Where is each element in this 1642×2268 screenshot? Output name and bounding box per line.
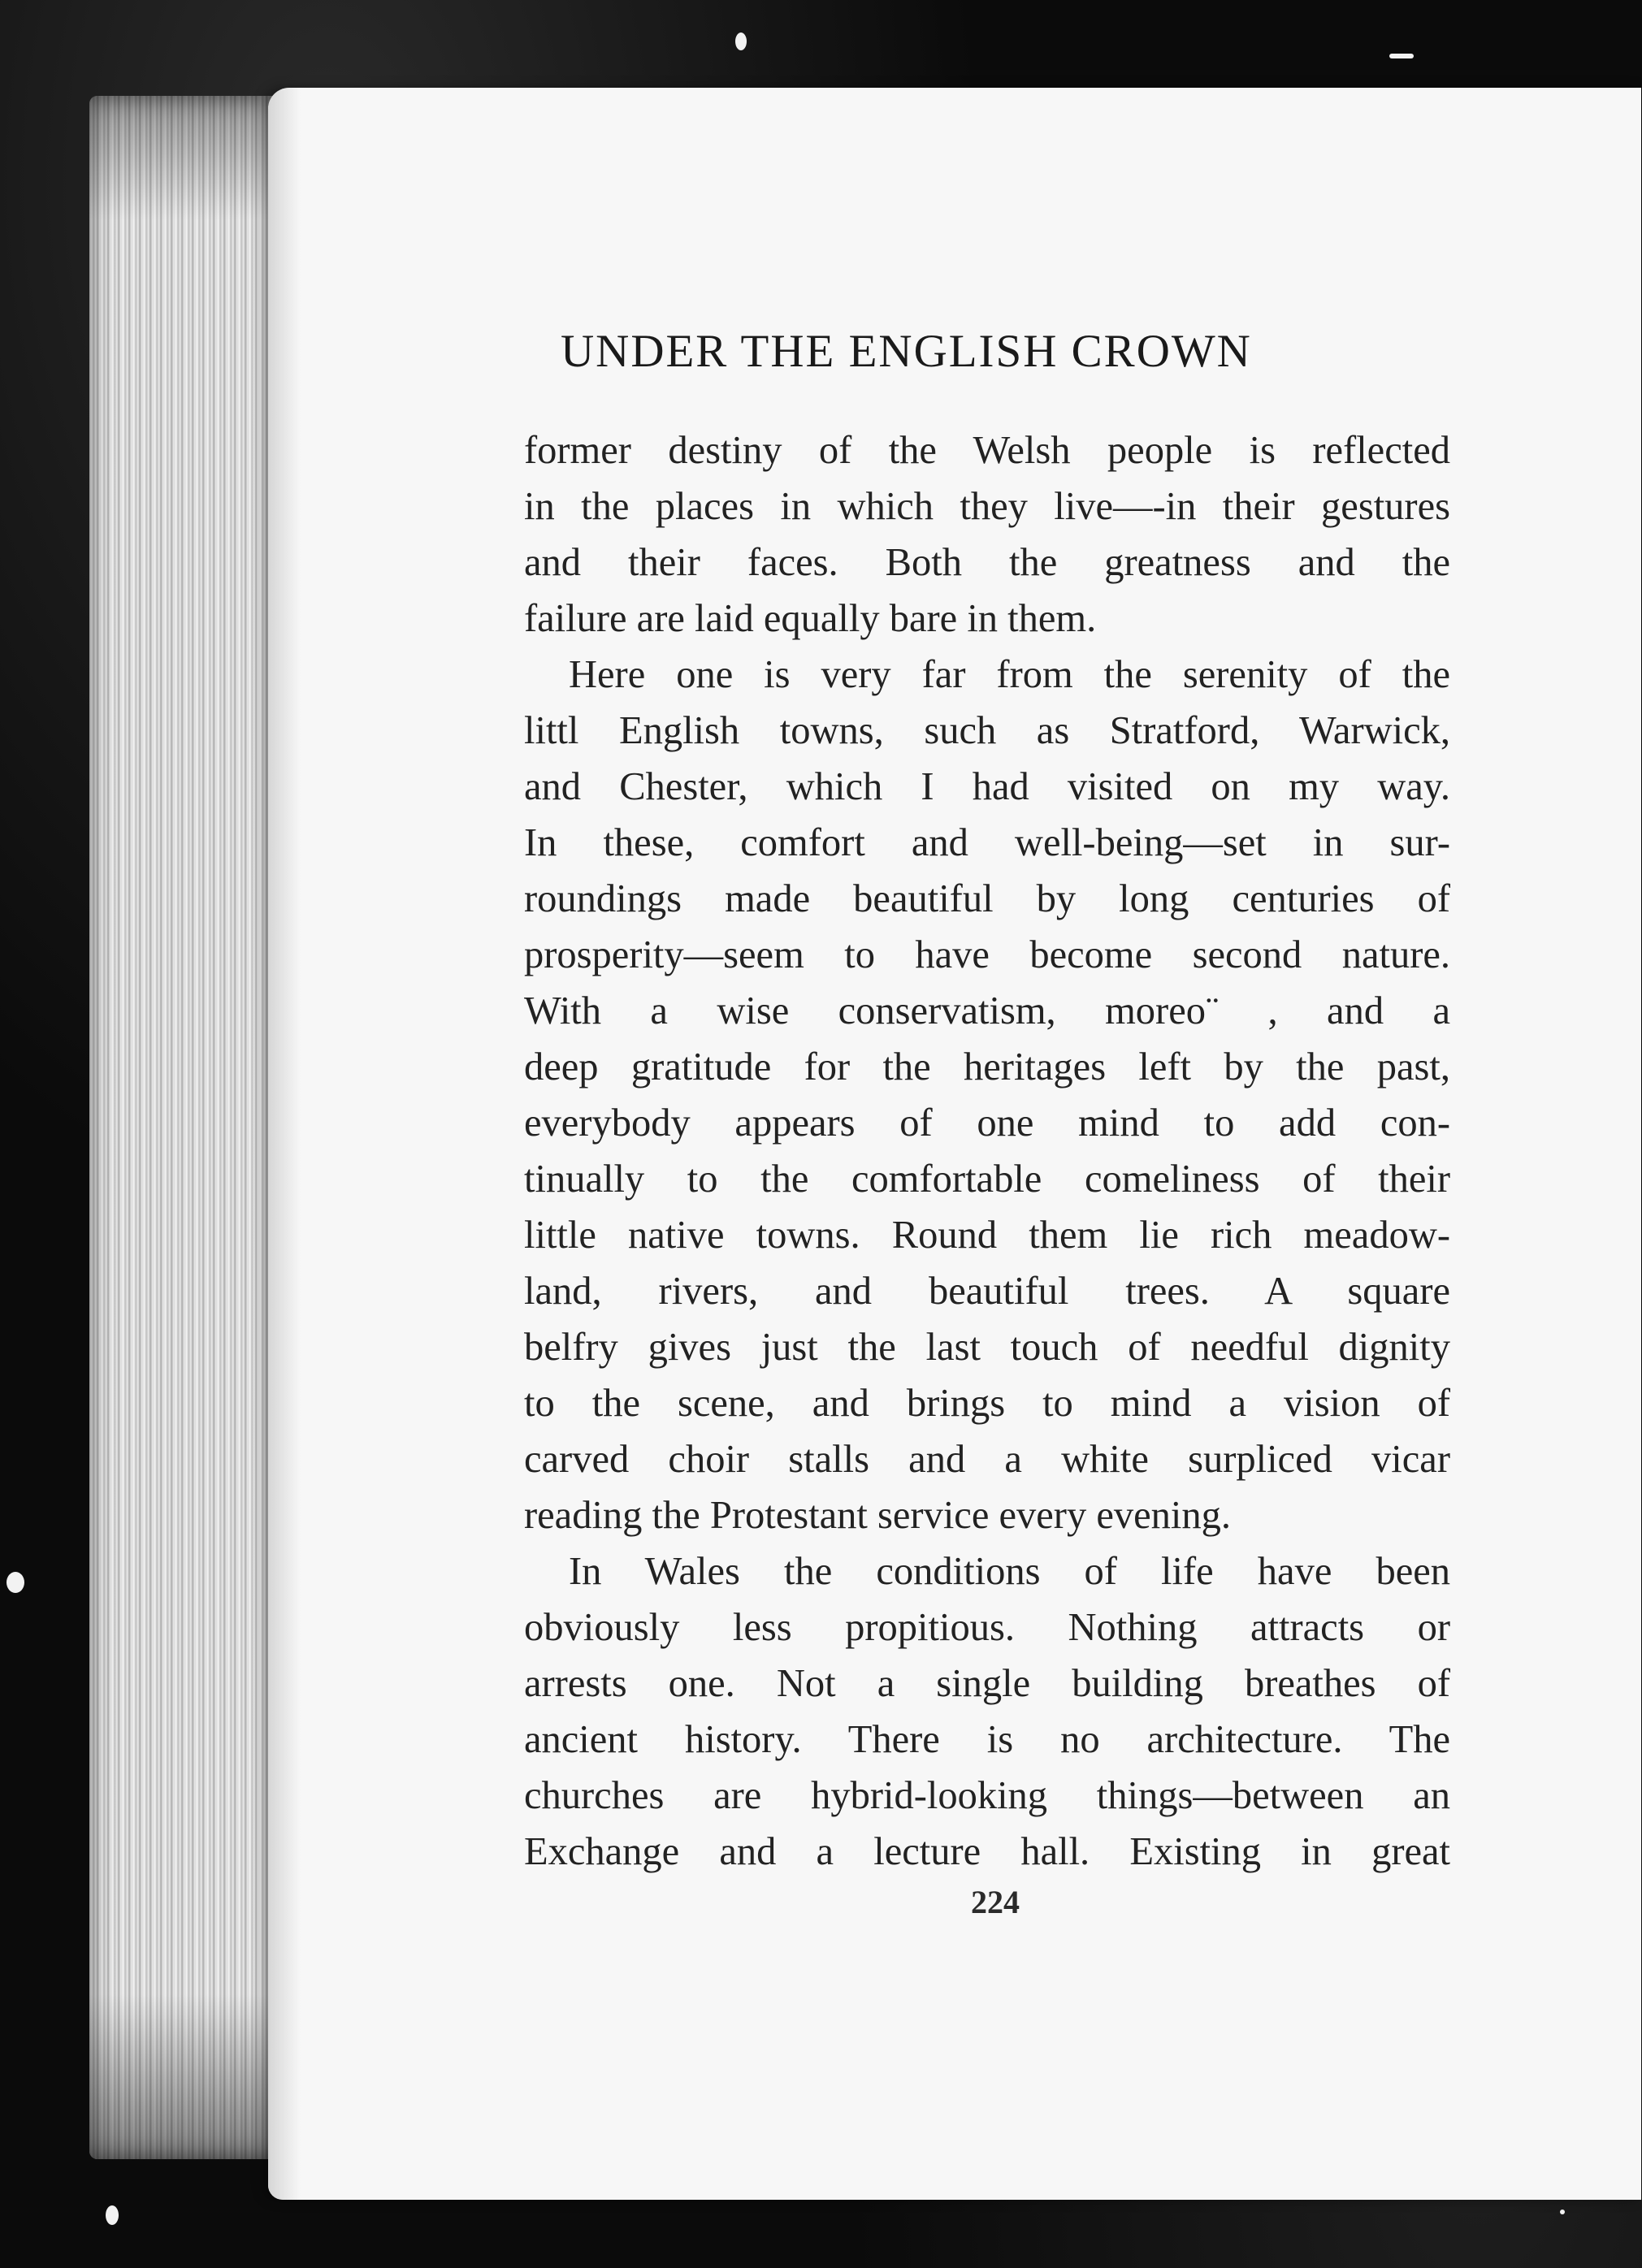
dust-speck — [1560, 2210, 1565, 2214]
text-line: and Chester, which I had visited on my way. — [524, 765, 1450, 808]
page-number: 224 — [971, 1884, 1020, 1920]
text-line: Exchange and a lecture hall. Existing in great — [524, 1830, 1450, 1873]
text-line: In Wales the conditions of life have been — [569, 1550, 1450, 1593]
text-line: Here one is very far from the serenity of the — [569, 653, 1450, 696]
text-line: littl English towns, such as Stratford, Warwick, — [524, 709, 1450, 752]
dust-speck — [106, 2205, 119, 2225]
text-line: carved choir stalls and a white surpliced vicar — [524, 1438, 1450, 1481]
text-line: churches are hybrid-looking things—between an — [524, 1774, 1450, 1817]
text-line: and their faces. Both the greatness and the — [524, 541, 1450, 584]
text-line: land, rivers, and beautiful trees. A square — [524, 1270, 1450, 1313]
text-line: roundings made beautiful by long centuries of — [524, 877, 1450, 920]
dust-speck — [735, 32, 747, 50]
text-line: tinually to the comfortable comeliness of their — [524, 1158, 1450, 1201]
text-line: deep gratitude for the heritages left by the past, — [524, 1045, 1450, 1089]
text-line: With a wise conservatism, moreo¨ , and a — [524, 989, 1450, 1032]
text-line: prosperity—seem to have become second nature. — [524, 933, 1450, 976]
text-line: reading the Protestant service every evening. — [524, 1494, 1231, 1537]
text-line: to the scene, and brings to mind a vision of — [524, 1382, 1450, 1425]
dust-speck — [1389, 54, 1414, 58]
text-line: everybody appears of one mind to add con- — [524, 1102, 1450, 1145]
text-line: arrests one. Not a single building breathes of — [524, 1662, 1450, 1705]
body-text — [524, 422, 1450, 1880]
text-line: In these, comfort and well-being—set in sur- — [524, 821, 1450, 864]
text-line: obviously less propitious. Nothing attracts or — [524, 1606, 1450, 1649]
text-line: belfry gives just the last touch of needful dignity — [524, 1326, 1450, 1369]
text-line: in the places in which they live—-in their gestures — [524, 485, 1450, 528]
text-line: little native towns. Round them lie rich meadow- — [524, 1214, 1450, 1257]
text-line: ancient history. There is no architecture. The — [524, 1718, 1450, 1761]
running-head: UNDER THE ENGLISH CROWN — [561, 326, 1252, 377]
dust-speck — [6, 1572, 24, 1593]
text-line: former destiny of the Welsh people is reflected — [524, 429, 1450, 472]
text-line: failure are laid equally bare in them. — [524, 597, 1097, 640]
